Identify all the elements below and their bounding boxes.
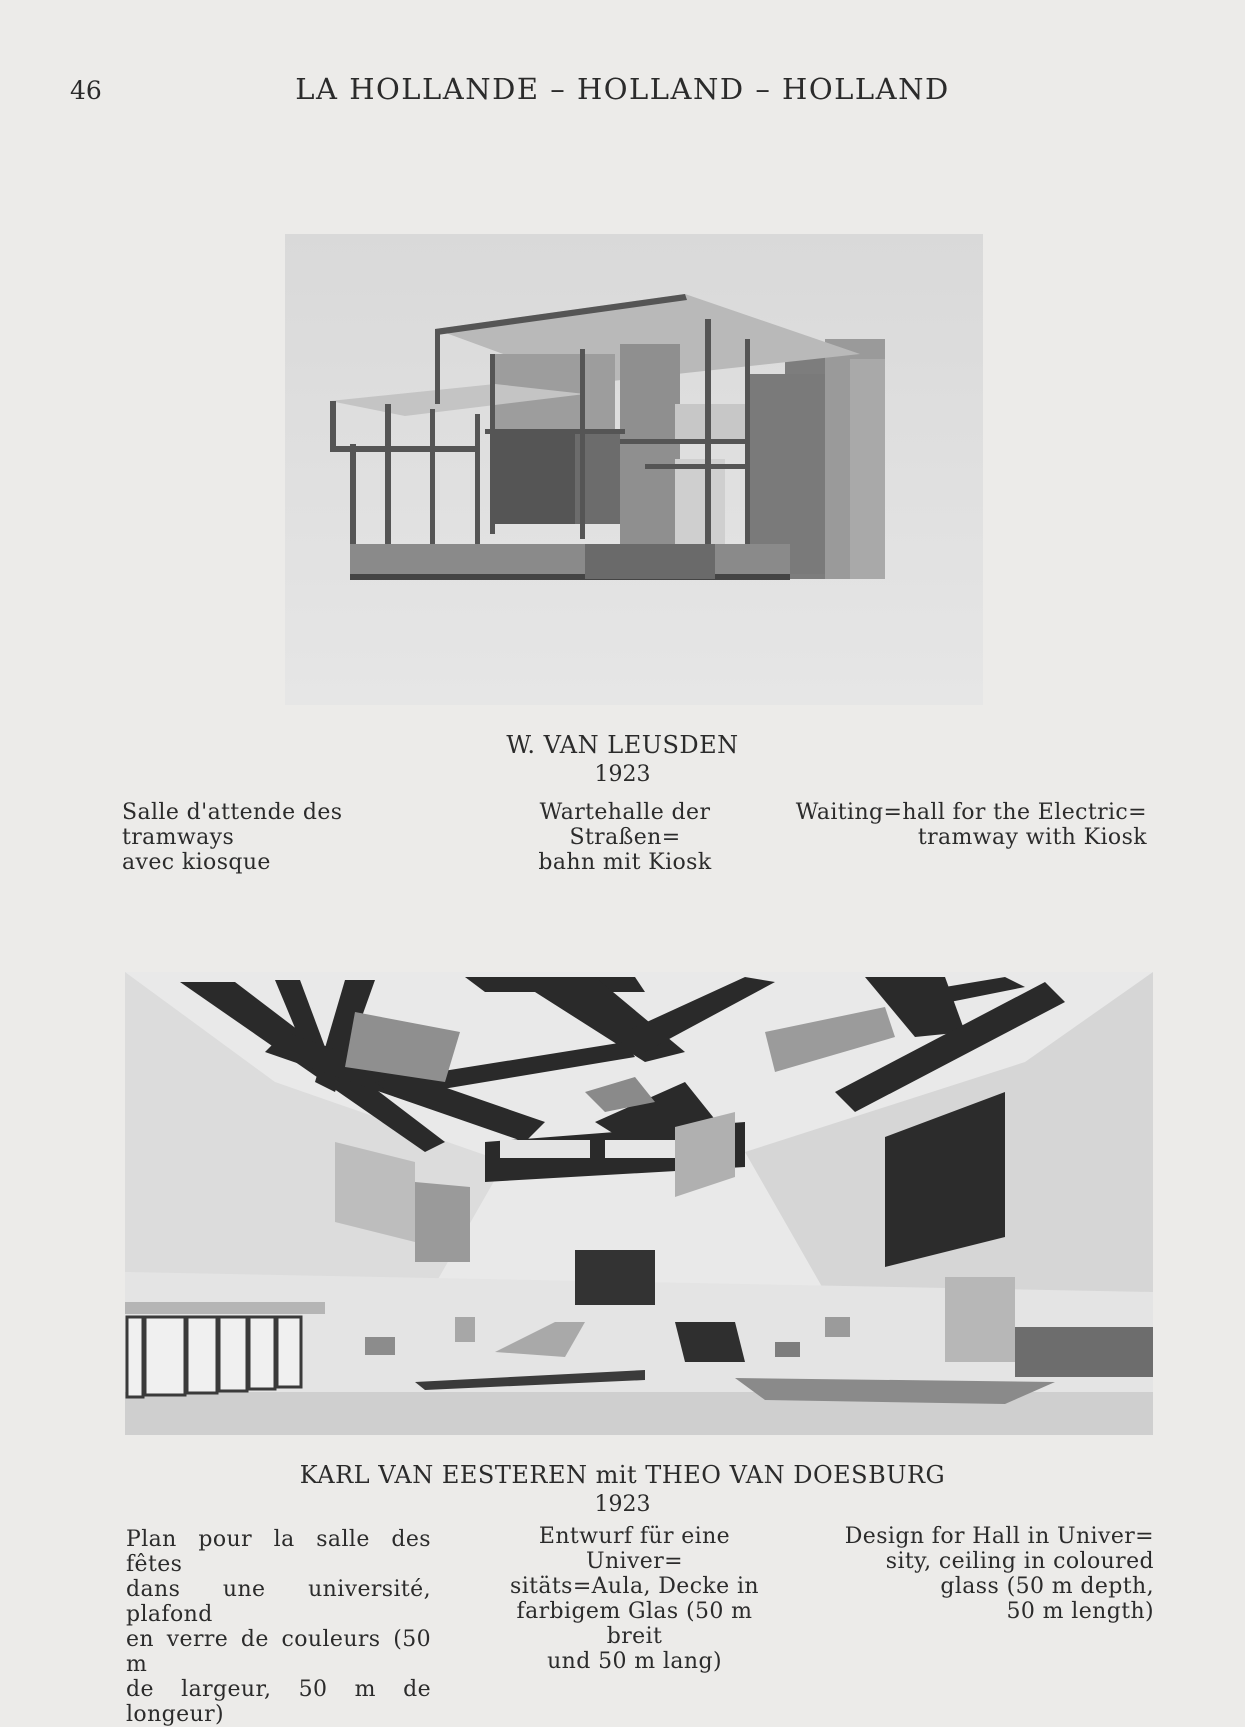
- caption-line: Wartehalle der Straßen=: [539, 800, 711, 850]
- caption-line: sitäts=Aula, Decke in: [510, 1574, 759, 1599]
- caption-line: Entwurf für eine Univer=: [538, 1524, 731, 1574]
- figure2-credit: KARL VAN EESTEREN mit THEO VAN DOESBURG: [299, 1461, 946, 1489]
- caption-line: tramway with Kiosk: [917, 825, 1147, 850]
- caption-line: 50 m length): [1006, 1599, 1154, 1624]
- page-number: 46: [70, 76, 102, 105]
- running-title: LA HOLLANDE – HOLLAND – HOLLAND: [295, 72, 950, 106]
- caption-line: en verre de couleurs (50 m: [126, 1627, 431, 1677]
- figure2-year: 1923: [594, 1492, 651, 1517]
- caption-line: Salle d'attende des tramways: [122, 800, 343, 850]
- figure2-caption-en: [830, 1524, 1154, 1624]
- caption-line: und 50 m lang): [547, 1649, 722, 1674]
- figure2-caption-de: [487, 1524, 782, 1674]
- caption-line: Design for Hall in Univer=: [844, 1524, 1154, 1549]
- caption-line: dans une université, plafond: [126, 1577, 431, 1627]
- caption-line: de largeur, 50 m de longeur): [126, 1677, 431, 1727]
- figure1-caption-fr: [122, 800, 452, 875]
- caption-line: avec kiosque: [122, 850, 271, 875]
- figure2-caption-fr: [126, 1527, 431, 1727]
- caption-line: sity, ceiling in coloured: [885, 1549, 1154, 1574]
- caption-line: Waiting=hall for the Electric=: [795, 800, 1147, 825]
- tram-waiting-hall-photo: [285, 234, 983, 705]
- figure1-credit: W. VAN LEUSDEN: [506, 731, 739, 759]
- caption-line: glass (50 m depth,: [940, 1574, 1154, 1599]
- figure1-caption-de: [490, 800, 760, 875]
- caption-line: Plan pour la salle des fêtes: [126, 1527, 431, 1577]
- figure1-year: 1923: [594, 762, 651, 787]
- caption-line: farbigem Glas (50 m breit: [516, 1599, 753, 1649]
- figure1-caption-en: [790, 800, 1147, 850]
- caption-line: bahn mit Kiosk: [538, 850, 712, 875]
- university-hall-image: [125, 972, 1153, 1435]
